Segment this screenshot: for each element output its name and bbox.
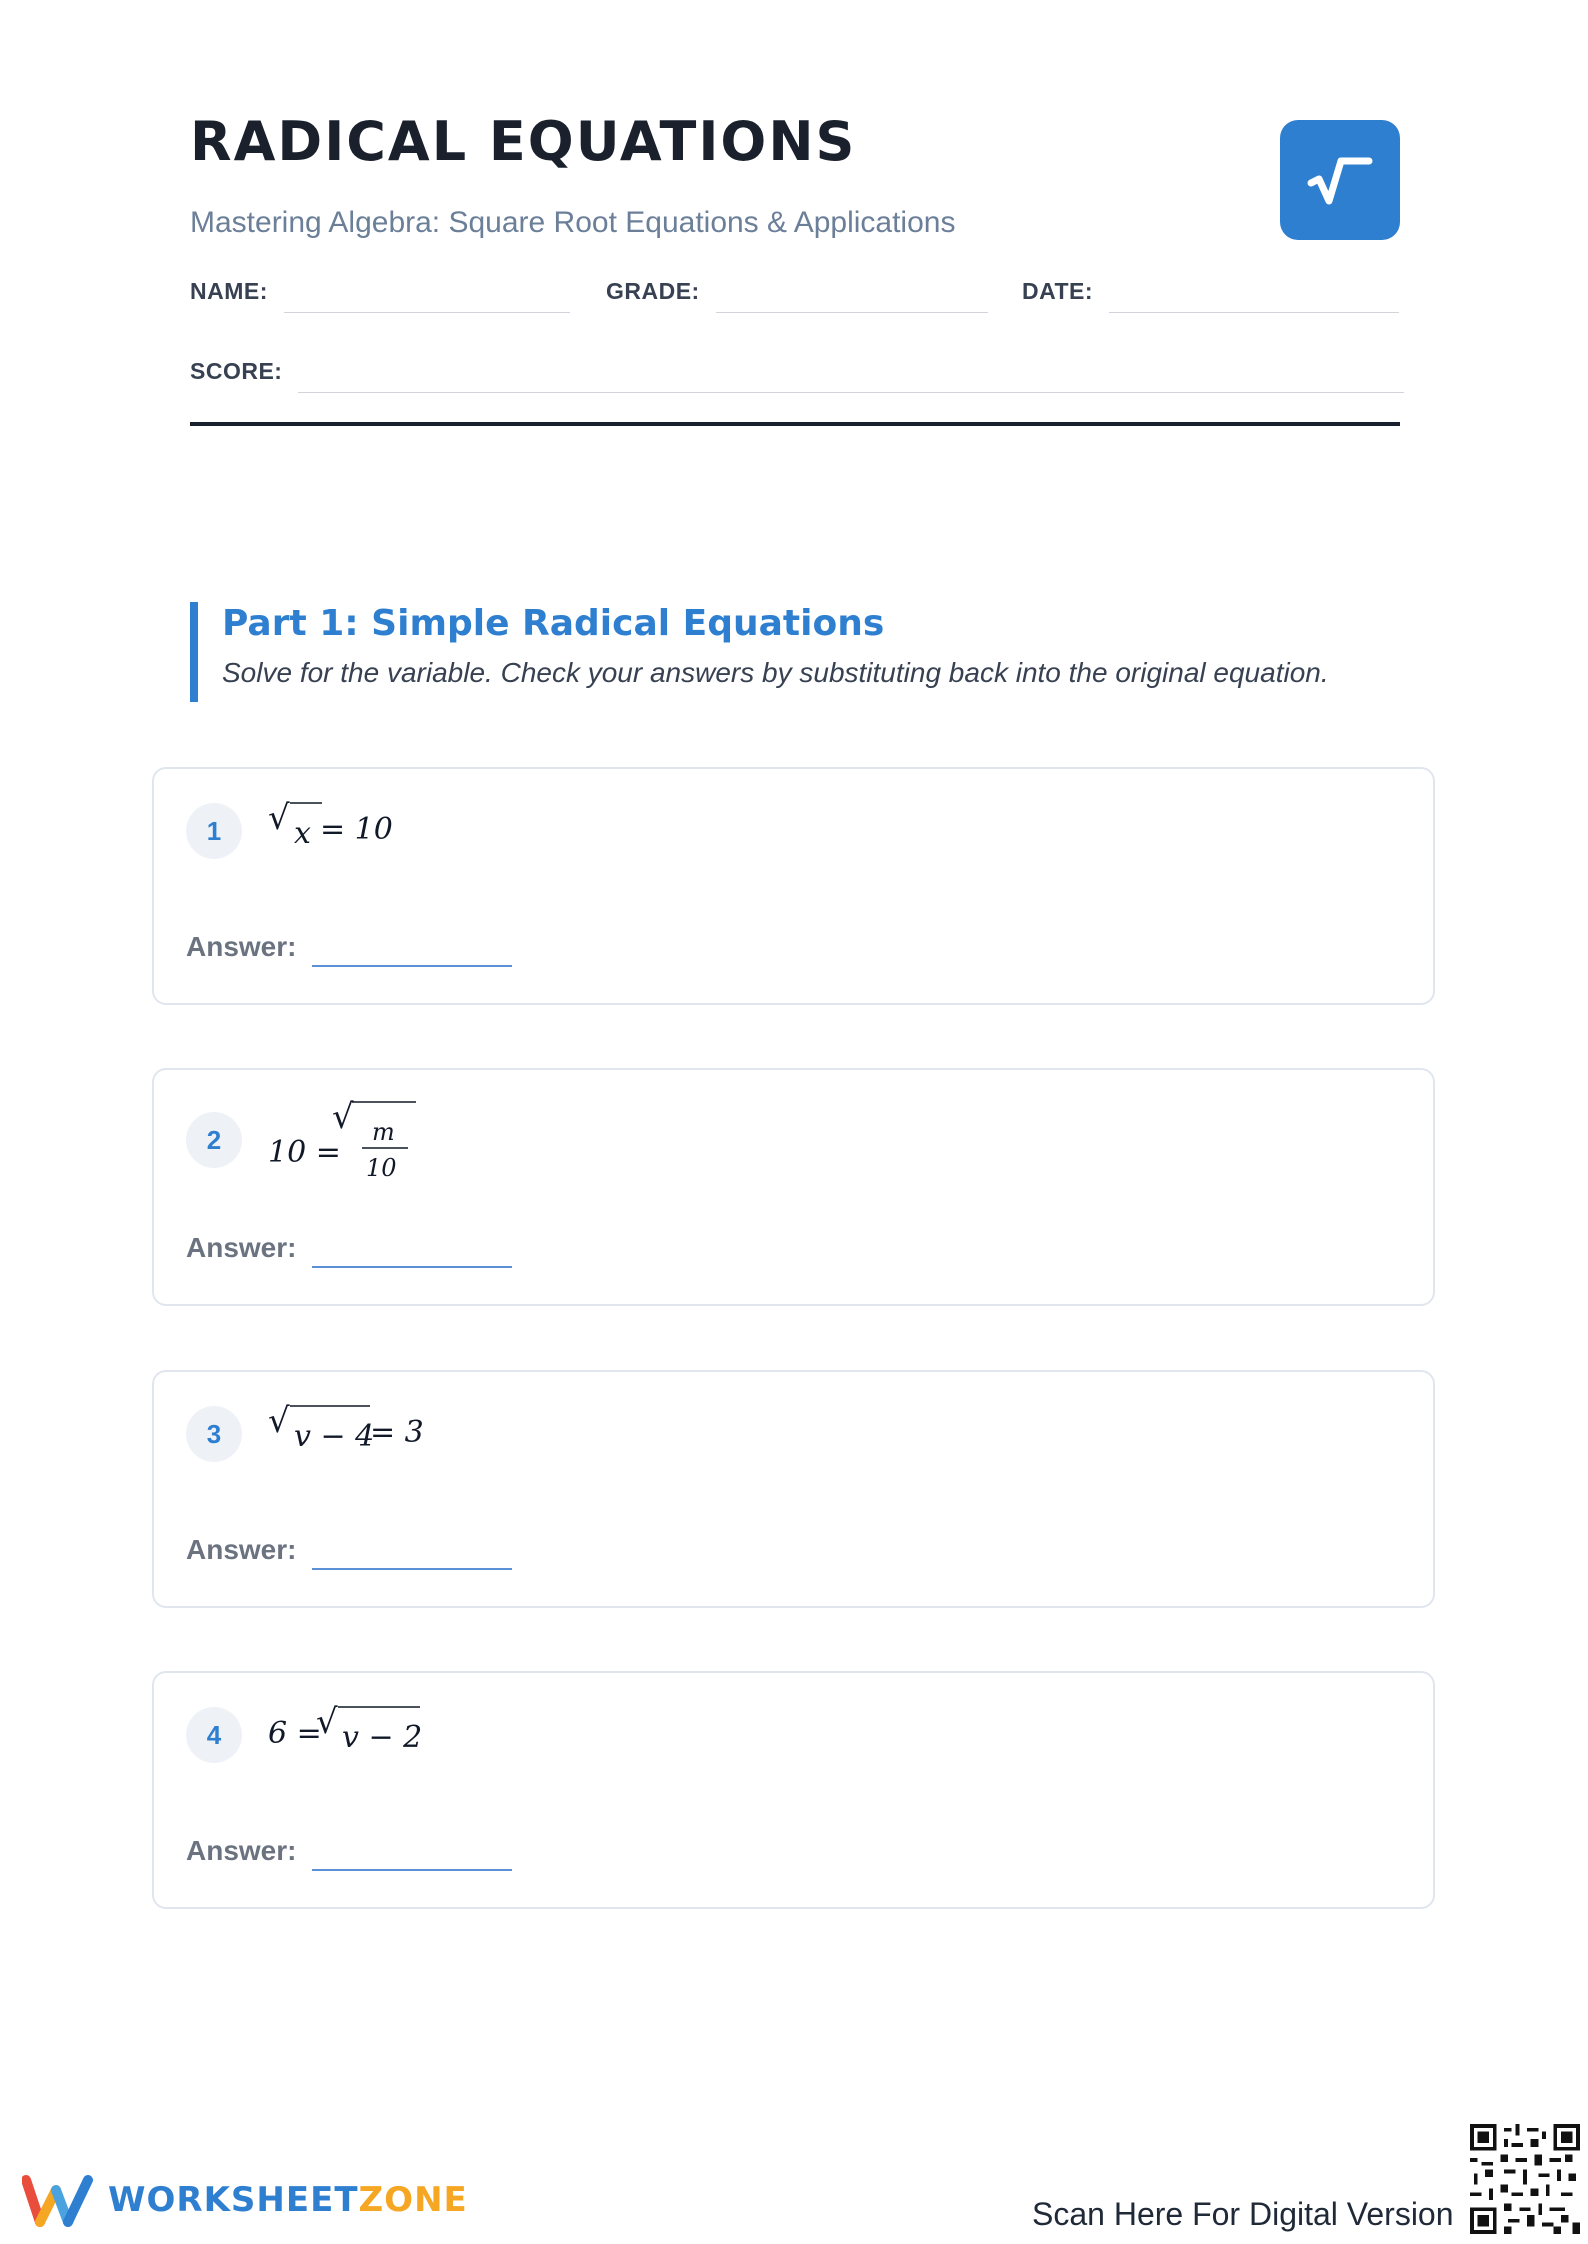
grade-input-line[interactable] [716, 276, 988, 313]
header-divider [190, 422, 1400, 426]
equation-radicand: x [294, 816, 311, 851]
answer-input-line[interactable] [312, 929, 512, 967]
answer-row [186, 929, 512, 967]
score-field [190, 356, 1404, 393]
answer-label: Answer: [186, 1835, 297, 1866]
answer-row [186, 1833, 512, 1871]
equation-3 [266, 1386, 526, 1466]
worksheetzone-logo[interactable] [22, 2172, 468, 2228]
brand-name [108, 2180, 468, 2220]
equation-2 [266, 1084, 506, 1204]
section-header [190, 602, 1329, 702]
date-field [1022, 276, 1399, 313]
question-card-3 [152, 1370, 1435, 1608]
question-number: 3 [186, 1406, 242, 1462]
equation-numerator: m [372, 1118, 395, 1146]
answer-label: Answer: [186, 1232, 297, 1263]
answer-input-line[interactable] [312, 1532, 512, 1570]
equation-radicand: v − 4 [294, 1419, 375, 1454]
score-label: SCORE: [190, 358, 283, 384]
equation-rhs: = 10 [320, 812, 393, 847]
equation-denominator: 10 [366, 1154, 397, 1182]
equation-rhs: = 3 [370, 1415, 424, 1450]
answer-label: Answer: [186, 931, 297, 962]
qr-code-icon[interactable] [1470, 2124, 1580, 2234]
date-label: DATE: [1022, 278, 1094, 304]
answer-row [186, 1532, 512, 1570]
grade-field [606, 276, 988, 313]
square-root-logo [1280, 120, 1400, 240]
name-label: NAME: [190, 278, 268, 304]
answer-label: Answer: [186, 1534, 297, 1565]
question-number: 2 [186, 1112, 242, 1168]
equation-lhs: 6 = [268, 1716, 322, 1751]
brand-name-part1: WORKSHEET [108, 2180, 359, 2220]
equation-radicand: v − 2 [342, 1720, 423, 1755]
svg-text:√: √ [332, 1097, 354, 1137]
square-root-icon [1305, 153, 1375, 207]
svg-text:√: √ [268, 798, 290, 838]
score-input-line[interactable] [298, 356, 1404, 393]
question-card-1 [152, 767, 1435, 1005]
name-field [190, 276, 570, 313]
date-input-line[interactable] [1109, 276, 1399, 313]
svg-text:√: √ [268, 1401, 290, 1441]
name-input-line[interactable] [284, 276, 570, 313]
worksheetzone-w-icon [22, 2172, 94, 2228]
worksheet-title: RADICAL EQUATIONS [190, 110, 857, 173]
equation-1 [266, 783, 466, 863]
svg-text:√: √ [316, 1702, 338, 1742]
question-card-4 [152, 1671, 1435, 1909]
grade-label: GRADE: [606, 278, 700, 304]
equation-lhs: 10 = [268, 1135, 341, 1170]
question-number: 4 [186, 1707, 242, 1763]
scan-instruction: Scan Here For Digital Version [1032, 2196, 1454, 2232]
section-instructions: Solve for the variable. Check your answers by substituting back into the original equation. [222, 657, 1329, 689]
question-card-2 [152, 1068, 1435, 1306]
equation-4 [266, 1687, 526, 1767]
worksheet-subtitle: Mastering Algebra: Square Root Equations & Applications [190, 206, 956, 239]
answer-input-line[interactable] [312, 1230, 512, 1268]
answer-row [186, 1230, 512, 1268]
question-number: 1 [186, 803, 242, 859]
answer-input-line[interactable] [312, 1833, 512, 1871]
section-title: Part 1: Simple Radical Equations [222, 603, 885, 644]
brand-name-part2: ZONE [358, 2180, 468, 2220]
